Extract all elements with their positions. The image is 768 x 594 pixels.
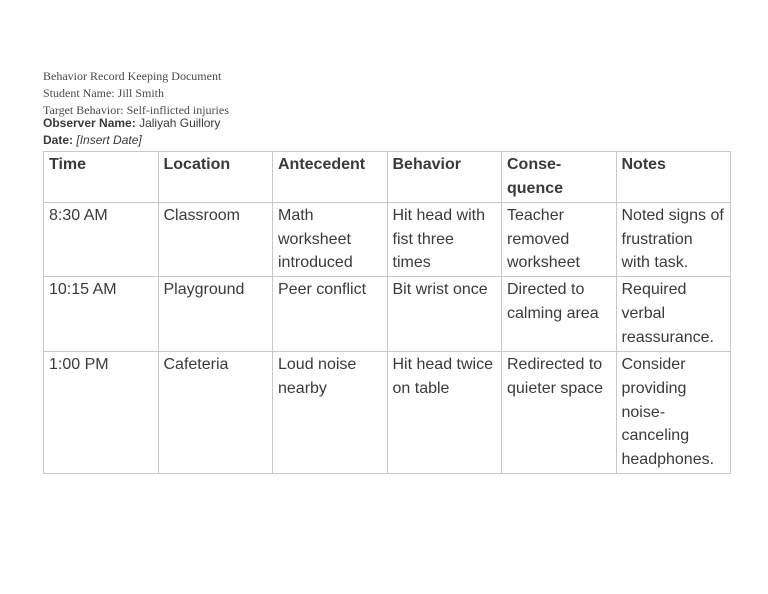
observer-value: Jaliyah Guillory [139,116,221,130]
cell-consequence: Directed to calming area [502,277,617,352]
table-row [44,203,731,277]
cell-antecedent: Loud noise nearby [273,352,388,474]
student-name: Student Name: Jill Smith [43,86,165,100]
table-row [44,277,731,352]
header-location: Location [158,152,273,203]
table-row [44,352,731,474]
cell-behavior: Bit wrist once [387,277,502,352]
cell-behavior: Hit head with fist three times [387,203,502,277]
header-antecedent: Antecedent [273,152,388,203]
target-behavior: Target Behavior: Self-inflicted injuries [43,103,229,117]
date-value: [Insert Date] [76,133,142,147]
date-label: Date: [43,133,74,147]
cell-location: Playground [158,277,273,352]
cell-notes: Noted signs of frustration with task. [616,203,731,277]
cell-time: 10:15 AM [44,277,159,352]
observer-label: Observer Name: [43,116,136,130]
cell-behavior: Hit head twice on table [387,352,502,474]
header-time: Time [44,152,159,203]
cell-consequence: Teacher removed worksheet [502,203,617,277]
table-header-row [44,152,731,203]
header-consequence: Conse-quence [502,152,617,203]
header-notes: Notes [616,152,731,203]
cell-notes: Required verbal reassurance. [616,277,731,352]
cell-location: Classroom [158,203,273,277]
cell-time: 8:30 AM [44,203,159,277]
header-behavior: Behavior [387,152,502,203]
cell-location: Cafeteria [158,352,273,474]
document-title: Behavior Record Keeping Document [43,69,222,83]
observer-line [43,116,220,130]
behavior-log-table [43,151,731,474]
cell-time: 1:00 PM [44,352,159,474]
date-line [43,133,142,147]
cell-notes: Consider providing noise-canceling headphones. [616,352,731,474]
cell-antecedent: Peer conflict [273,277,388,352]
cell-antecedent: Math worksheet introduced [273,203,388,277]
cell-consequence: Redirected to quieter space [502,352,617,474]
